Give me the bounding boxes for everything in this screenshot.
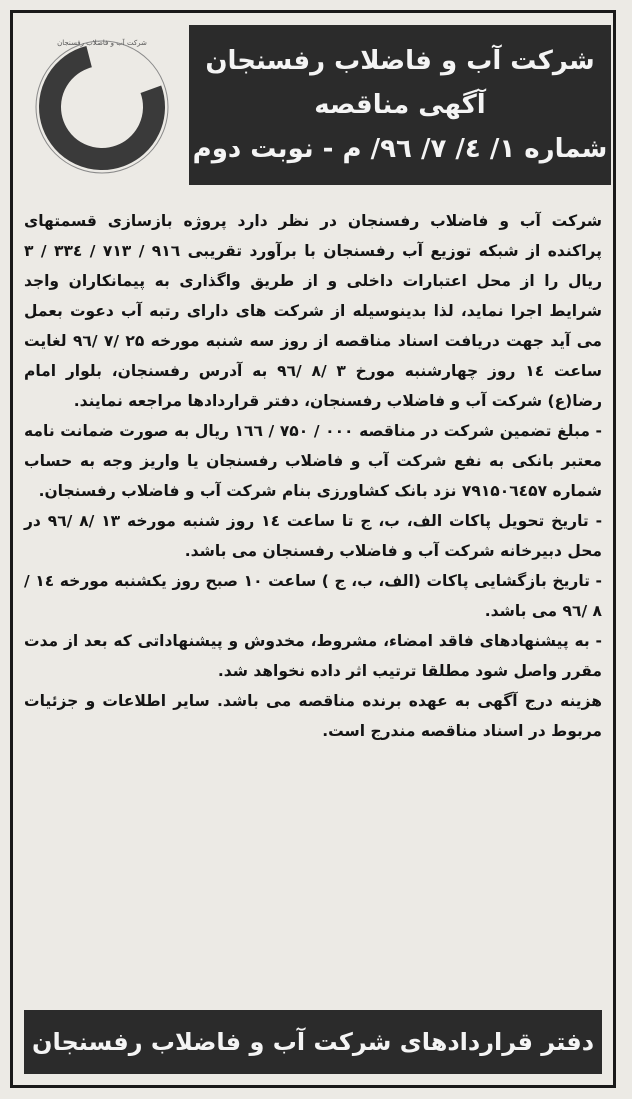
notice-footer — [24, 1010, 602, 1074]
body-paragraph-opening-date: - تاریخ بازگشایی پاکات (الف، ب، ج ) ساعت ۱۰ صبح روز یکشنبه مورخه ۱٤ /۸ /۹٦ می باشد. — [24, 572, 602, 620]
footer-text: دفتر قراردادهای شرکت آب و فاضلاب رفسنجان — [31, 1028, 595, 1056]
company-logo — [27, 29, 177, 179]
logo-ring-text: شرکت آب و فاضلاب رفسنجان — [57, 39, 147, 47]
body-paragraph-delivery-date: - تاریخ تحویل پاکات الف، ب، ج تا ساعت ۱٤ روز شنبه مورخه ۱۳ /۸ /۹٦ در محل دبیرخانه شرکت آب و فاضلاب رفسنجان می باشد. — [24, 512, 603, 560]
notice-body — [24, 206, 602, 1006]
body-paragraph-intro: شرکت آب و فاضلاب رفسنجان در نظر دارد پروژه بازسازی قسمتهای پراکنده از شبکه توزیع آب رفسنجان با برآورد تقریبی ۹۱٦ / ۷۱۳ / ۳۳٤ / ۳ ریال را از محل اعتبارات داخلی و از طریق واگذاری به پیمانکاران واجد شرایط اجرا نماید، لذا بدینوسیله از شرکت های دارای رتبه آب دعوت بعمل می آید جهت دریافت اسناد مناقصه از روز سه شنبه مورخه ۲۵ /۷ /۹٦ لغایت ساعت ۱٤ روز چهارشنبه مورخ ۳ /۸ /۹٦ به آدرس رفسنجان، بلوار امام رضا(ع) شرکت آب و فاضلاب رفسنجان، دفتر قراردادها مراجعه نمایند. — [24, 212, 603, 410]
notice-title: آگهی مناقصه — [314, 90, 486, 120]
notice-header — [21, 21, 611, 191]
body-paragraph-invalid-offers: - به پیشنهادهای فاقد امضاء، مشروط، مخدوش و پیشنهاداتی که بعد از مدت مقرر واصل شود مطلقا ترتیب اثر داده نخواهد شد. — [24, 632, 602, 680]
company-title: شرکت آب و فاضلاب رفسنجان — [205, 46, 595, 76]
company-logo-ring-icon — [27, 29, 177, 179]
notice-number: شماره ۱/ ٤/ ۷/ ۹٦/ م - نوبت دوم — [192, 134, 608, 164]
body-paragraph-guarantee: - مبلغ تضمین شرکت در مناقصه ۰۰۰ / ۷۵۰ / ۱٦٦ ریال به صورت ضمانت نامه معتبر بانکی به نفع شرکت آب و فاضلاب رفسنجان یا واریز وجه به حساب شماره ۷۹۱۵۰٦٤۵۷ نزد بانک کشاورزی بنام شرکت آب و فاضلاب رفسنجان. — [24, 422, 602, 500]
body-paragraph-costs: هزینه درج آگهی به عهده برنده مناقصه می باشد. سایر اطلاعات و جزئیات مربوط در اسناد مناقصه مندرج است. — [24, 692, 602, 740]
title-box — [189, 25, 611, 185]
